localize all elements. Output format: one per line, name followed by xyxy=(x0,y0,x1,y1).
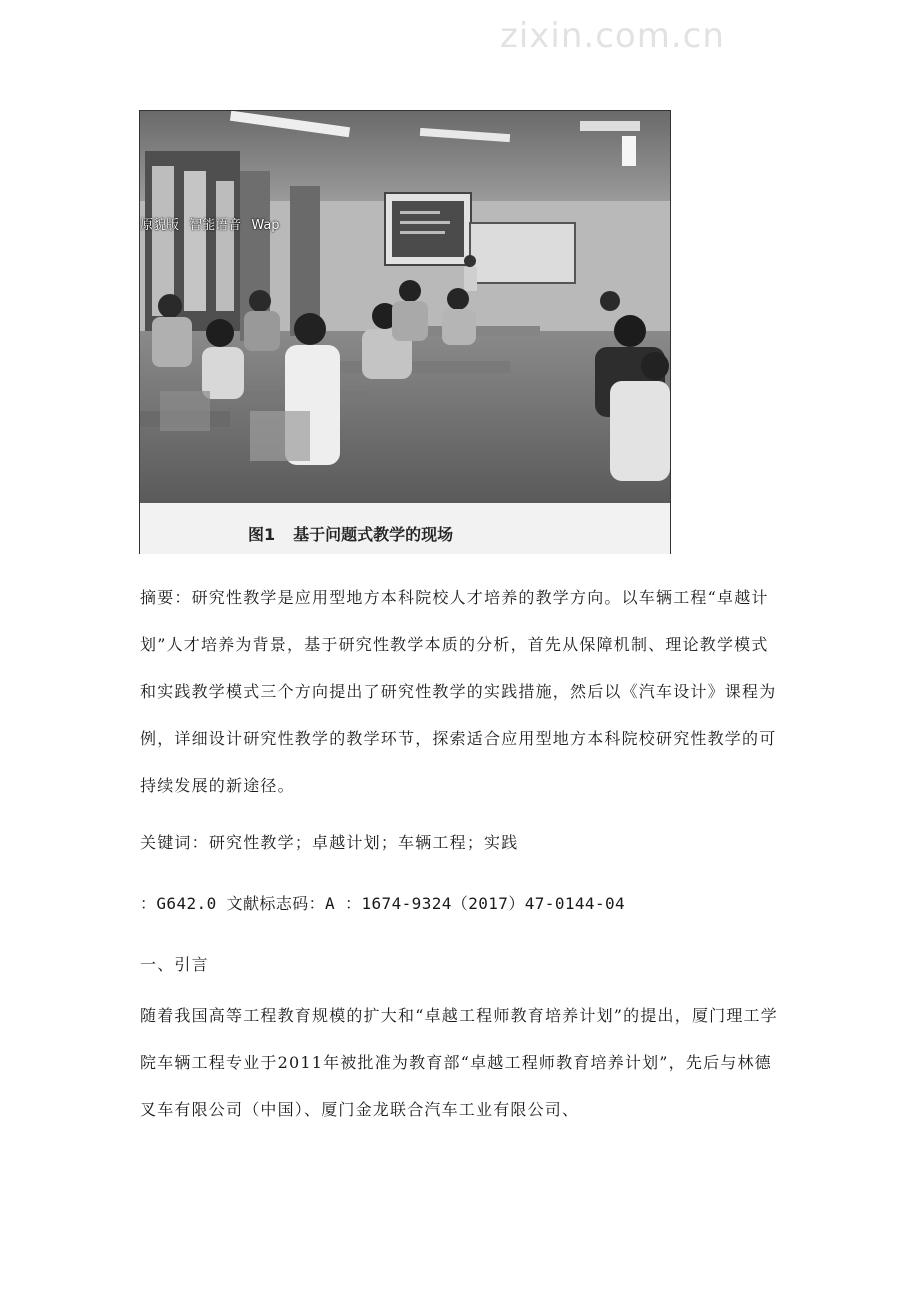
watermark: zixin.com.cn xyxy=(500,16,725,56)
figure xyxy=(139,110,671,554)
figure-caption-bar xyxy=(140,503,670,554)
keywords xyxy=(140,819,780,866)
classification-line: ：G642.0 文献标志码：A ：1674-9324（2017）47-0144-04 xyxy=(140,894,626,913)
figure-caption xyxy=(248,522,453,545)
overlay-links xyxy=(140,214,286,233)
figure-caption-text: 基于问题式教学的现场 xyxy=(293,525,454,544)
overlay-link-voice[interactable]: 智能语音 xyxy=(189,218,242,233)
keywords-label: 关键词： xyxy=(140,833,209,852)
keywords-text: 研究性教学；卓越计划；车辆工程；实践 xyxy=(208,833,519,852)
overlay-link-original[interactable]: 原貌版 xyxy=(140,218,180,233)
abstract-label: 摘要： xyxy=(140,588,192,607)
intro-paragraph: 随着我国高等工程教育规模的扩大和“卓越工程师教育培养计划”的提出，厦门理工学院车辆工程专业于2011年被批准为教育部“卓越工程师教育培养计划”，先后与林德叉车有限公司（中国）、厦门金龙联合汽车工业有限公司、 xyxy=(140,1006,778,1119)
classroom-photo xyxy=(140,111,670,503)
overlay-link-wap[interactable]: Wap xyxy=(251,218,280,233)
abstract-text: 研究性教学是应用型地方本科院校人才培养的教学方向。以车辆工程“卓越计划”人才培养为背景，基于研究性教学本质的分析，首先从保障机制、理论教学模式和实践教学模式三个方向提出了研究性教学的实践措施，然后以《汽车设计》课程为例，详细设计研究性教学的教学环节，探索适合应用型地方本科院校研究性教学的可持续发展的新途径。 xyxy=(140,588,777,795)
abstract xyxy=(140,574,780,809)
section-title: 一、引言 xyxy=(140,955,209,974)
figure-number: 图1 xyxy=(248,525,276,544)
